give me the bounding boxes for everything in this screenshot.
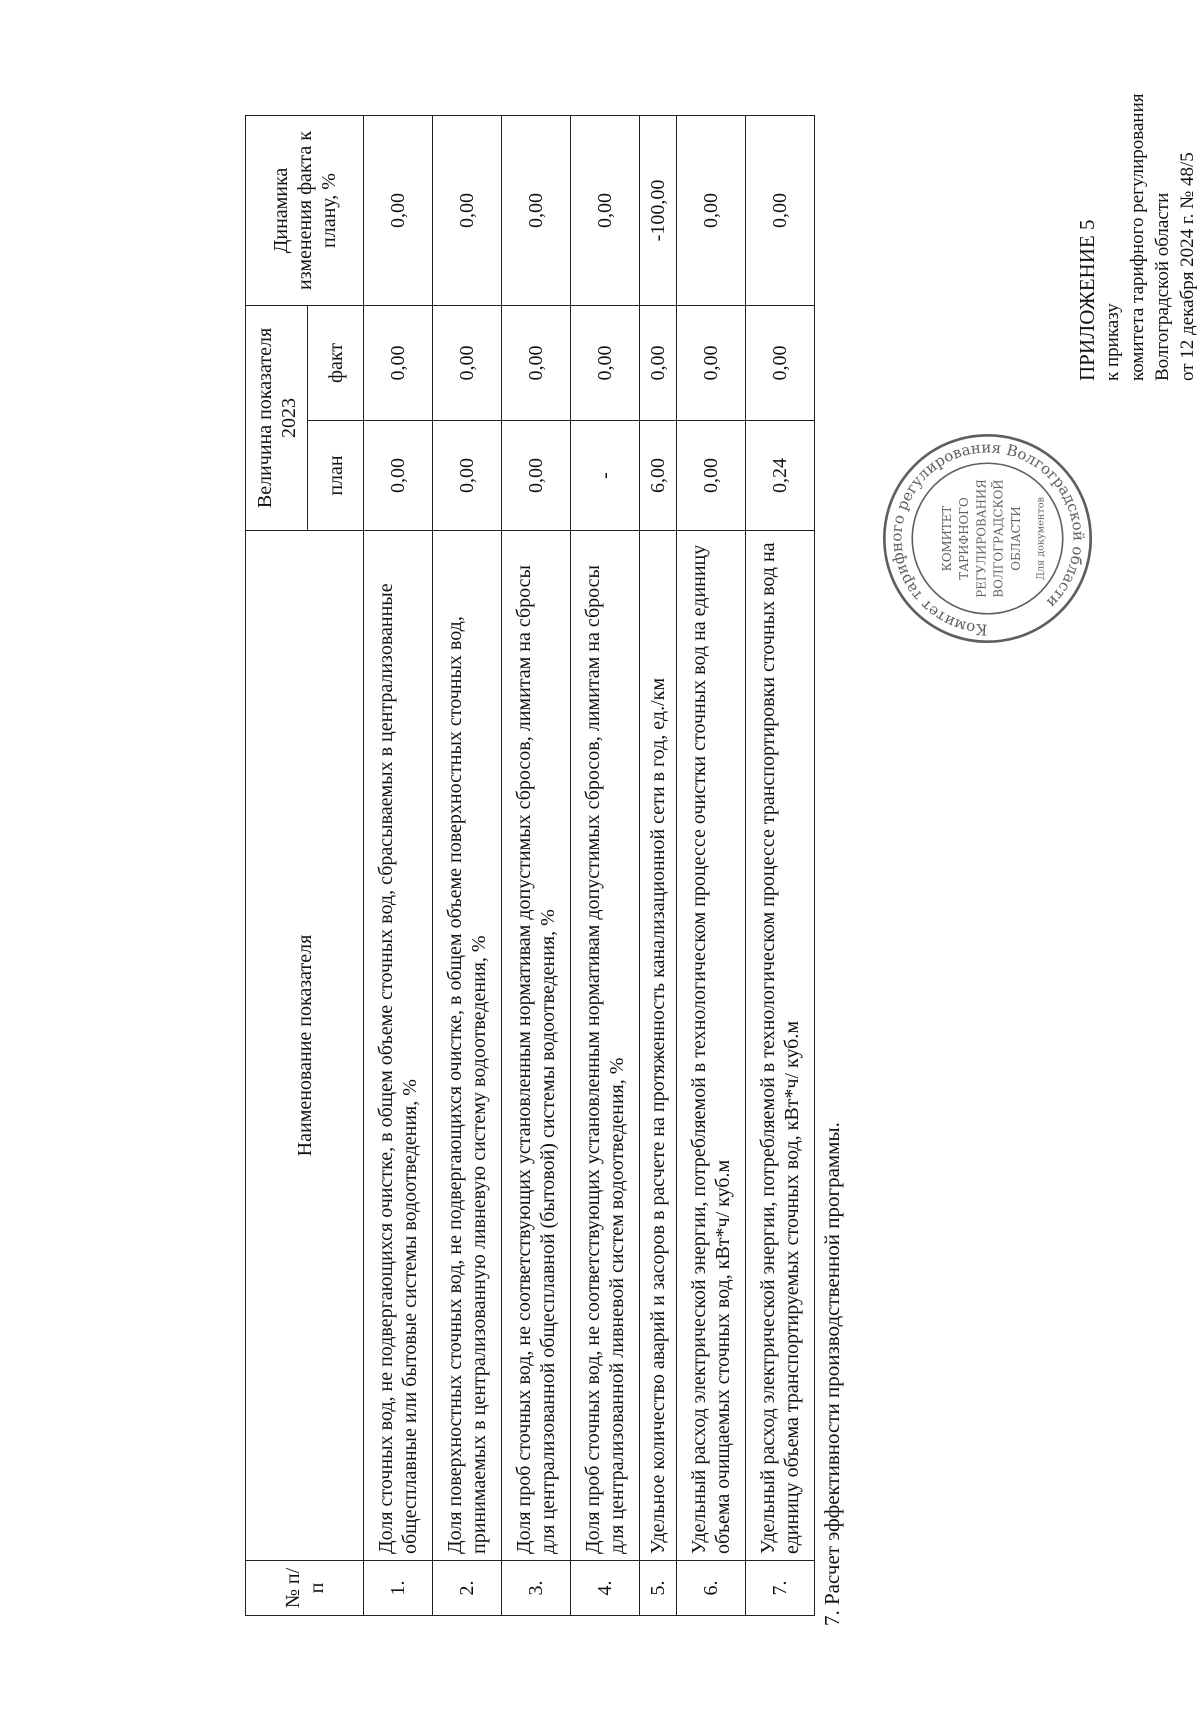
table-header-row xyxy=(246,115,308,1615)
plan-value: 6,00 xyxy=(639,421,677,531)
seal-center-line: РЕГУЛИРОВАНИЯ xyxy=(974,479,989,598)
header-value-group: Величина показателя 2023 xyxy=(246,305,308,530)
indicator-name: Доля проб сточных вод, не соответствующих установленным нормативам допустимых сбросов, лимитам на сбросы для централизованной общесплавной (бытовой) системы водоотведения, % xyxy=(501,531,570,1561)
header-name: Наименование показателя xyxy=(246,531,364,1561)
row-number: 5. xyxy=(639,1561,677,1616)
indicator-name: Доля проб сточных вод, не соответствующих установленным нормативам допустимых сбросов, лимитам на сбросы для централизованной ливневой систем водоотведения, % xyxy=(570,531,639,1561)
header-plan: план xyxy=(308,421,364,531)
row-number: 1. xyxy=(364,1561,433,1616)
row-number: 3. xyxy=(501,1561,570,1616)
table-row xyxy=(432,115,501,1615)
fact-value: 0,00 xyxy=(501,305,570,420)
row-number: 7. xyxy=(746,1561,815,1616)
row-number: 6. xyxy=(677,1561,746,1616)
fact-value: 0,00 xyxy=(432,305,501,420)
row-number: 2. xyxy=(432,1561,501,1616)
dynamics-value: -100,00 xyxy=(639,115,677,305)
seal-center-line: ТАРИФНОГО xyxy=(957,497,972,580)
plan-value: 0,00 xyxy=(501,421,570,531)
table-row xyxy=(501,115,570,1615)
header-no: № п/п xyxy=(246,1561,364,1616)
efficiency-indicators-table xyxy=(245,115,815,1616)
header-dynamics: Динамика изменения факта к плану, % xyxy=(246,115,364,305)
plan-value: 0,00 xyxy=(432,421,501,531)
table-row xyxy=(570,115,639,1615)
fact-value: 0,00 xyxy=(364,305,433,420)
dynamics-value: 0,00 xyxy=(746,115,815,305)
seal-bottom-text: Для документов xyxy=(1035,497,1047,580)
appendix-block xyxy=(1075,1,1200,381)
plan-value: 0,00 xyxy=(677,421,746,531)
table-row xyxy=(639,115,677,1615)
seal-center-line: ВОЛГОГРАДСКОЙ xyxy=(991,479,1006,598)
fact-value: 0,00 xyxy=(570,305,639,420)
table-row xyxy=(364,115,433,1615)
dynamics-value: 0,00 xyxy=(570,115,639,305)
table-row xyxy=(677,115,746,1615)
dynamics-value: 0,00 xyxy=(677,115,746,305)
seal-ring-text: Комитет тарифного регулирования Волгоградской области xyxy=(887,438,1088,639)
seal-center-line: ОБЛАСТИ xyxy=(1008,506,1023,571)
appendix-line: комитета тарифного регулирования xyxy=(1127,93,1148,381)
indicator-name: Удельный расход электрической энергии, потребляемой в технологическом процессе транспортировки сточных вод на единицу объема транспортируемых сточных вод, кВт*ч/ куб.м xyxy=(746,531,815,1561)
indicator-name: Удельный расход электрической энергии, потребляемой в технологическом процессе очистки сточных вод на единицу объема очищаемых сточных вод, кВт*ч/ куб.м xyxy=(677,531,746,1561)
dynamics-value: 0,00 xyxy=(364,115,433,305)
plan-value: 0,00 xyxy=(364,421,433,531)
appendix-line: Волгоградской области xyxy=(1152,192,1173,381)
dynamics-value: 0,00 xyxy=(501,115,570,305)
appendix-title: ПРИЛОЖЕНИЕ 5 xyxy=(1075,219,1099,381)
plan-value: - xyxy=(570,421,639,531)
fact-value: 0,00 xyxy=(639,305,677,420)
fact-value: 0,00 xyxy=(677,305,746,420)
appendix-line: к приказу xyxy=(1102,303,1123,381)
indicator-name: Удельное количество аварий и засоров в расчете на протяженность канализационной сети в год, ед./км xyxy=(639,531,677,1561)
table-row xyxy=(746,115,815,1615)
dynamics-value: 0,00 xyxy=(432,115,501,305)
fact-value: 0,00 xyxy=(746,305,815,420)
plan-value: 0,24 xyxy=(746,421,815,531)
seal-center-line: КОМИТЕТ xyxy=(939,505,954,572)
indicator-name: Доля сточных вод, не подвергающихся очистке, в общем объеме сточных вод, сбрасываемых в централизованные общесплавные или бытовые системы водоотведения, % xyxy=(364,531,433,1561)
appendix-line: от 12 декабря 2024 г. № 48/5 xyxy=(1177,152,1198,381)
header-fact: факт xyxy=(308,305,364,420)
indicator-name: Доля поверхностных сточных вод, не подвергающихся очистке, в общем объеме поверхностных сточных вод, принимаемых в централизованную ливневую систему водоотведения, % xyxy=(432,531,501,1561)
section-title: 7. Расчет эффективности производственной программы. xyxy=(820,1122,844,1626)
row-number: 4. xyxy=(570,1561,639,1616)
official-seal-stamp xyxy=(880,431,1095,646)
